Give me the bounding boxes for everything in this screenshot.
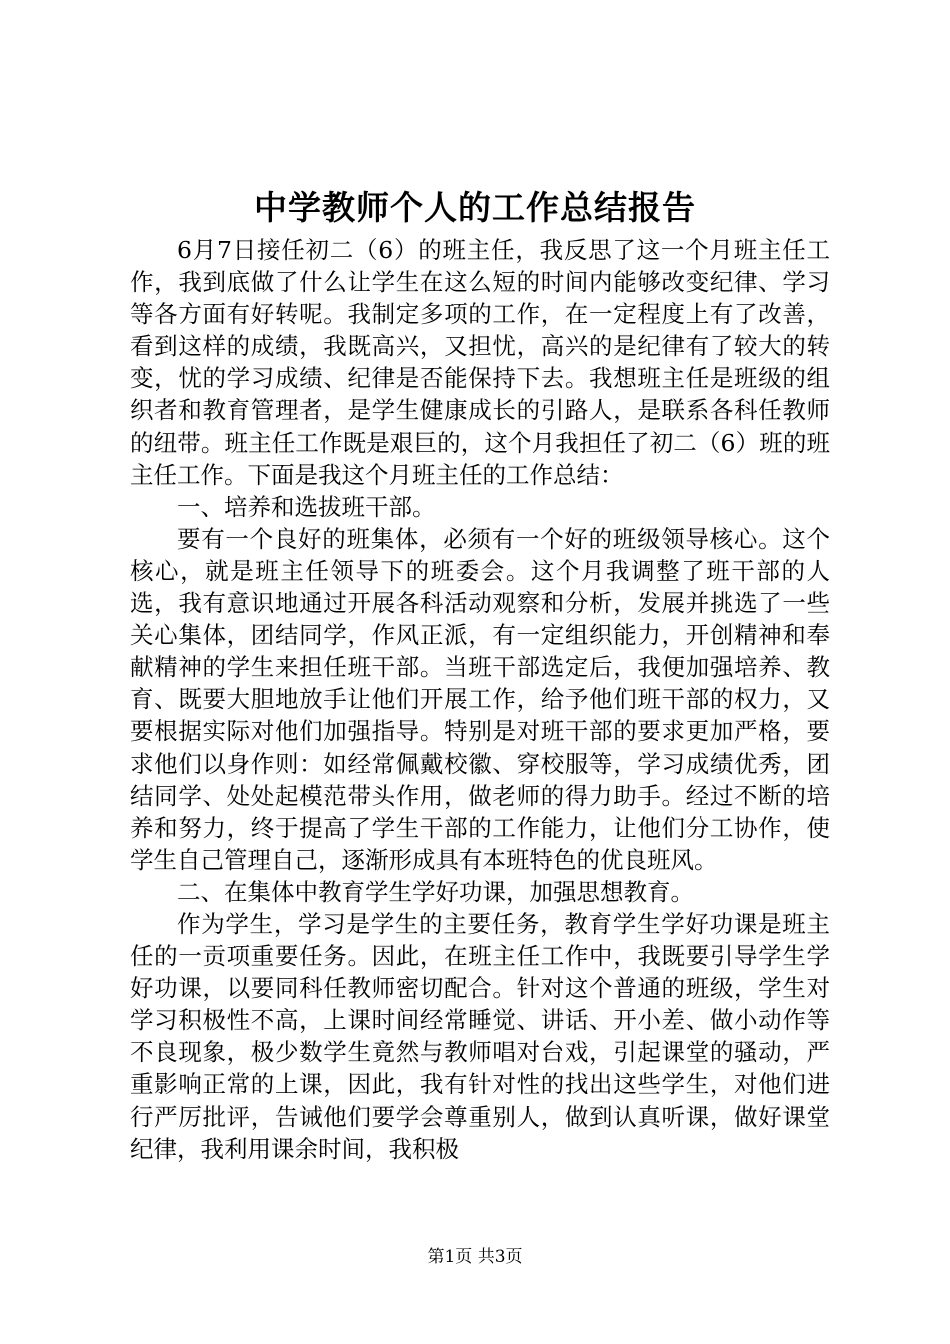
section-heading-1: 一、培养和选拔班干部。 <box>177 492 436 521</box>
paragraph-section-2: 作为学生，学习是学生的主要任务，教育学生学好功课是班主任的一贡项重要任务。因此，在班主任工作中，我既要引导学生学好功课，以要同科任教师密切配合。针对这个普通的班级，学生对学习积极性不高，上课时间经常睡觉、讲话、开小差、做小动作等不良现象，极少数学生竟然与教师唱对台戏，引起课堂的骚动，严重影响正常的上课，因此，我有针对性的找出这些学生，对他们进行严厉批评，告诫他们要学会尊重别人，做到认真听课，做好课堂纪律，我利用课余时间，我积极 <box>130 909 830 1163</box>
document-body <box>130 234 830 1165</box>
section-heading-2: 二、在集体中教育学生学好功课，加强思想教育。 <box>177 877 694 906</box>
page-number-footer: 第1页 共3页 <box>427 1247 523 1267</box>
paragraph-intro: 6月7日接任初二（6）的班主任，我反思了这一个月班主任工作，我到底做了什么让学生在这么短的时间内能够改变纪律、学习等各方面有好转呢。我制定多项的工作，在一定程度上有了改善，看到这样的成绩，我既高兴，又担忧，高兴的是纪律有了较大的转变，忧的学习成绩、纪律是否能保持下去。我想班主任是班级的组织者和教育管理者，是学生健康成长的引路人，是联系各科任教师的纽带。班主任工作既是艰巨的，这个月我担任了初二（6）班的班主任工作。下面是我这个月班主任的工作总结： <box>130 236 830 489</box>
document-title: 中学教师个人的工作总结报告 <box>254 188 696 227</box>
paragraph-section-1: 要有一个良好的班集体，必须有一个好的班级领导核心。这个核心，就是班主任领导下的班委会。这个月我调整了班干部的人选，我有意识地通过开展各科活动观察和分析，发展并挑选了一些关心集体，团结同学，作风正派，有一定组织能力，开创精神和奉献精神的学生来担任班干部。当班干部选定后，我便加强培养、教育、既要大胆地放手让他们开展工作，给予他们班干部的权力，又要根据实际对他们加强指导。特别是对班干部的要求更加严格，要求他们以身作则：如经常佩戴校徽、穿校服等，学习成绩优秀，团结同学、处处起模范带头作用，做老师的得力助手。经过不断的培养和努力，终于提高了学生干部的工作能力，让他们分工协作，使学生自己管理自己，逐渐形成具有本班特色的优良班风。 <box>130 524 830 874</box>
